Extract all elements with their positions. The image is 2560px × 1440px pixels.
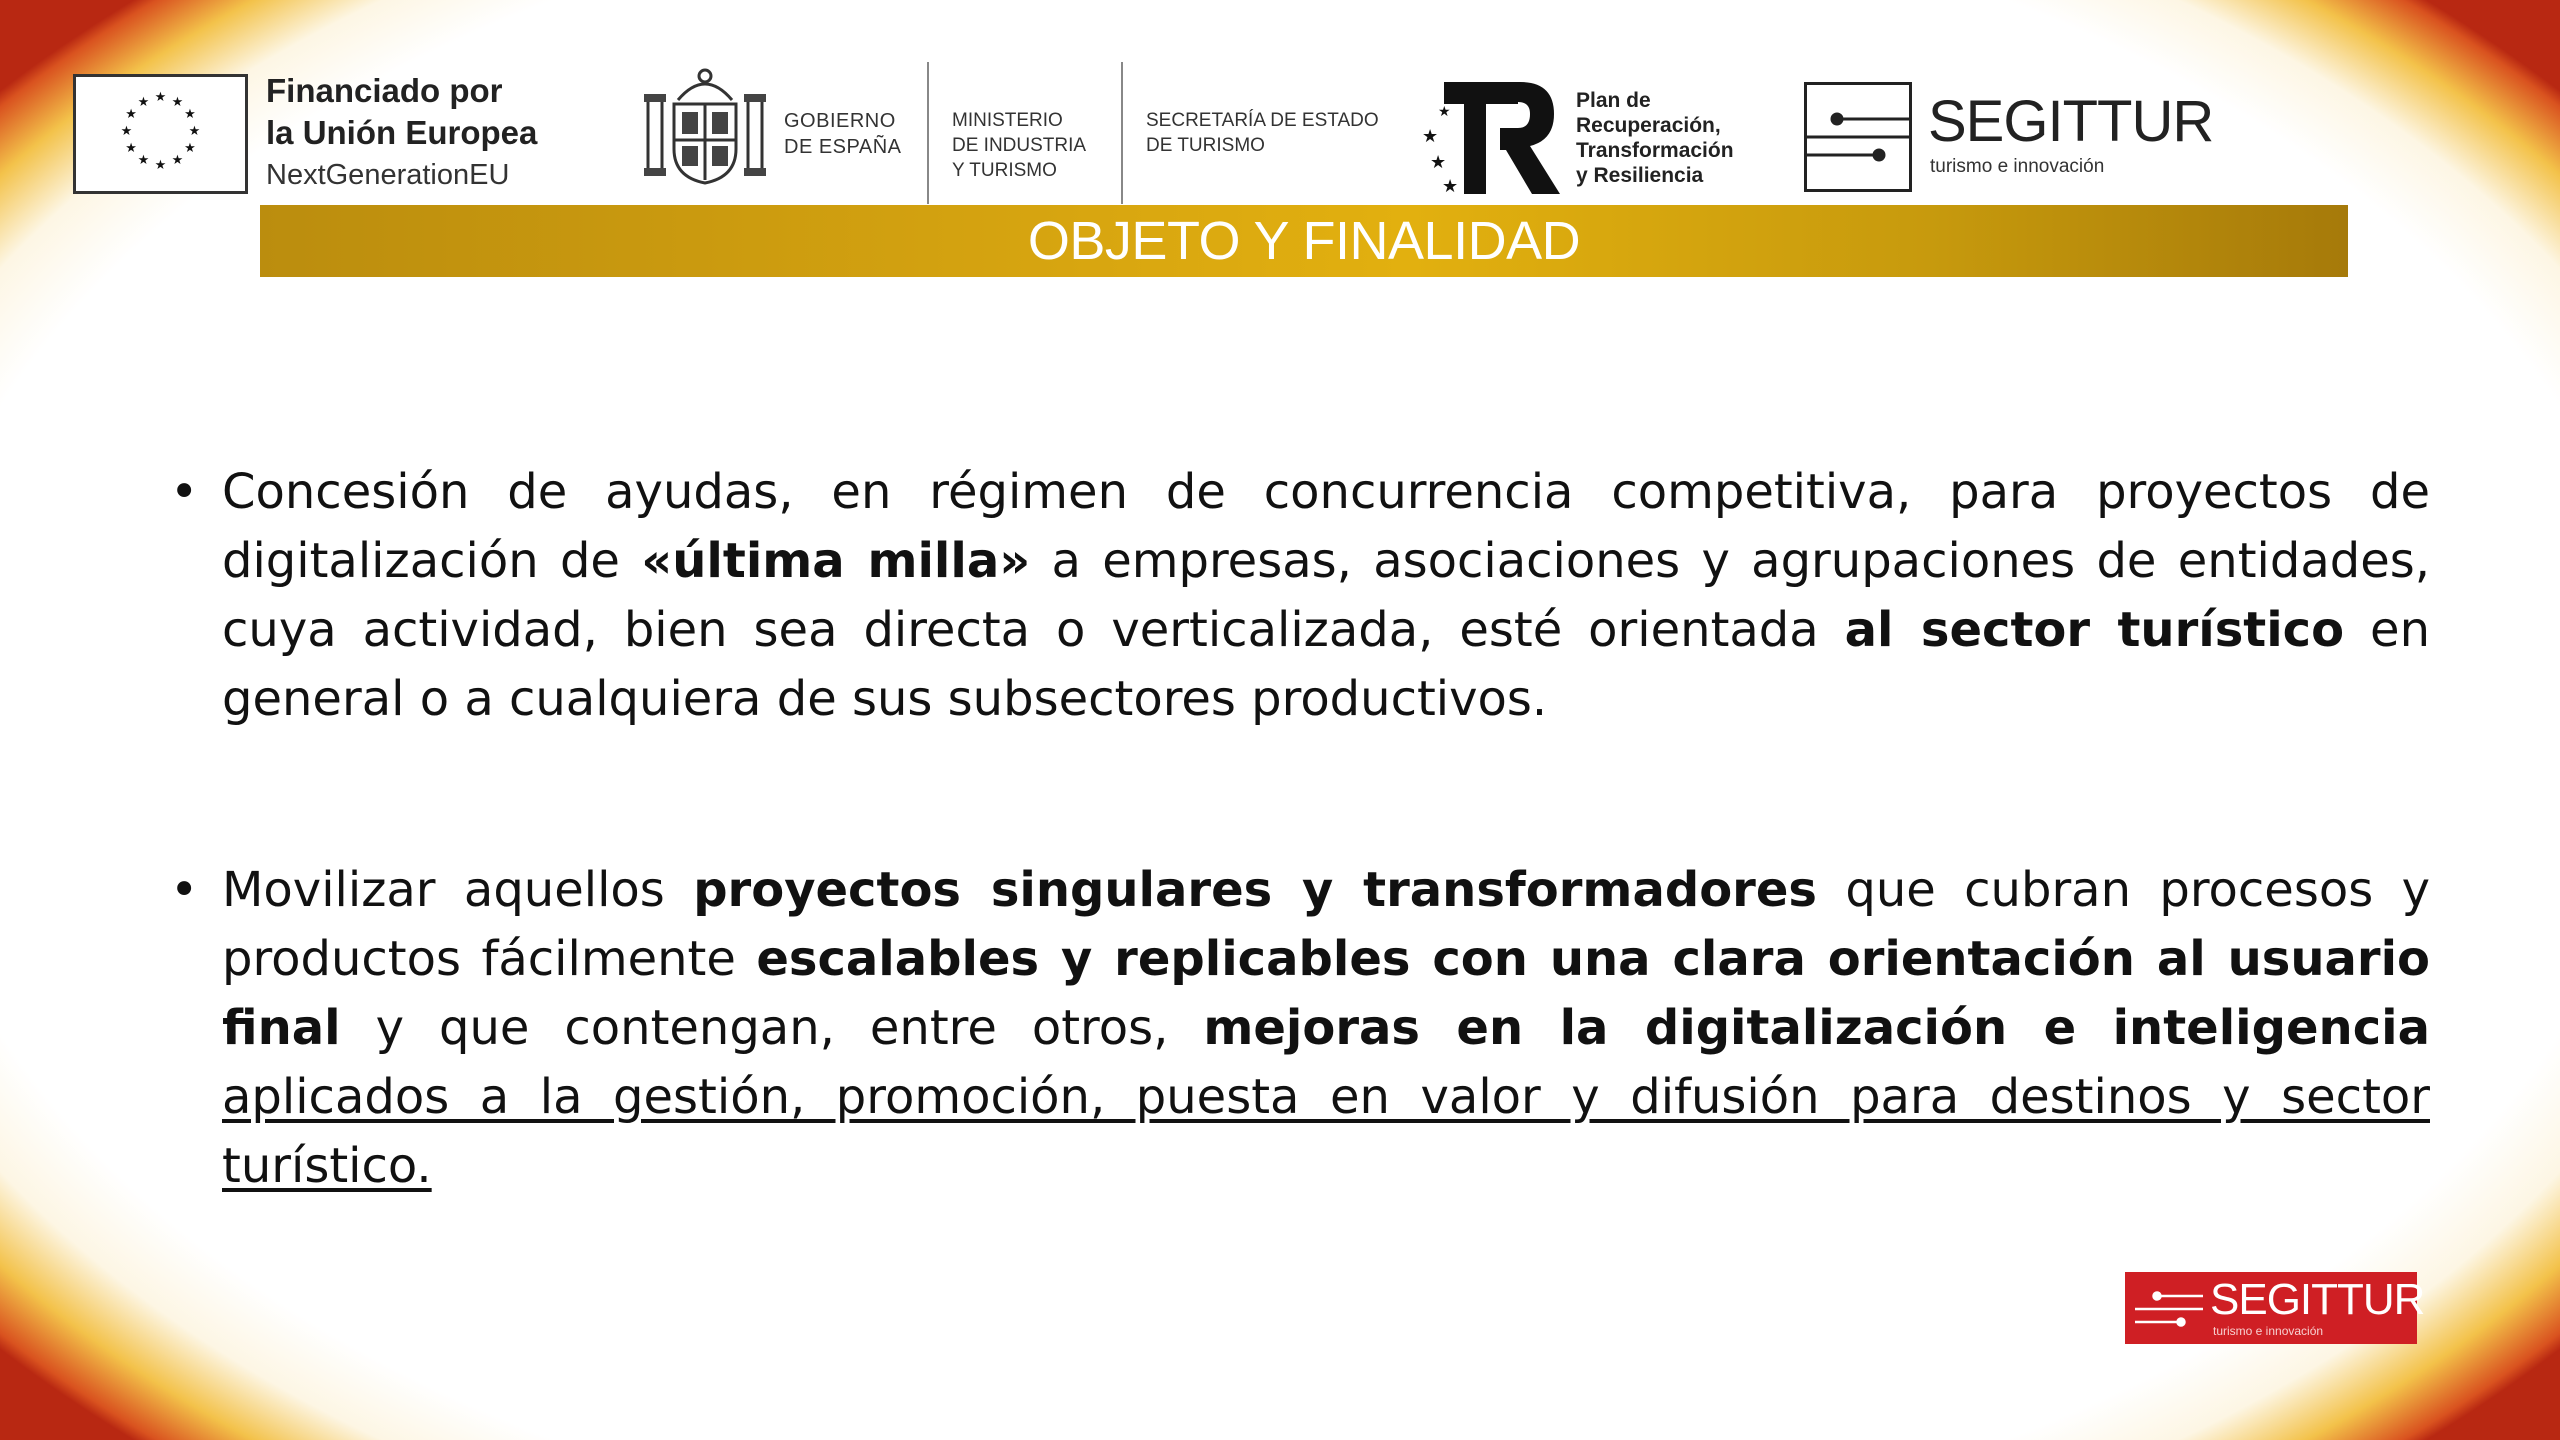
bullet-item — [170, 856, 2430, 1201]
prtr-logo-icon — [1420, 74, 1560, 199]
svg-text:★: ★ — [1422, 126, 1439, 147]
eu-star-icon: ★ — [171, 153, 184, 169]
bullet-item — [170, 458, 2430, 734]
bullet-text-segment: Movilizar aquellos — [222, 862, 694, 918]
eu-star-icon: ★ — [184, 107, 196, 122]
bullet-text-segment: escalables y replicables con una clara orientación al usuario final — [222, 931, 2430, 1056]
eu-star-icon: ★ — [120, 124, 133, 139]
svg-text:★: ★ — [1430, 152, 1447, 173]
bullet-list — [170, 458, 2430, 1201]
plan-line-1: Plan de — [1576, 89, 1651, 112]
eu-line-3: NextGenerationEU — [266, 159, 510, 191]
eu-star-icon: ★ — [154, 90, 167, 105]
eu-line-2: la Unión Europea — [266, 114, 538, 151]
bullet-text-segment: y que contengan, entre otros, — [340, 1000, 1204, 1056]
bullet-text-segment: proyectos singulares y transformadores — [693, 862, 1817, 918]
bullet-text-segment: aplicados a la gestión, promoción, puesta en valor y difusión para destinos y sector turístico. — [222, 1069, 2430, 1194]
segittur-tagline: turismo e innovación — [1930, 156, 2105, 177]
eu-flag-icon — [73, 74, 248, 194]
secretaria-text — [1146, 108, 1379, 158]
segittur-footer-mark-icon — [2135, 1286, 2203, 1332]
segittur-footer-logo — [2125, 1272, 2425, 1344]
divider — [927, 62, 929, 204]
eu-line-1: Financiado por — [266, 72, 503, 109]
footer-logo-name: SEGITTUR — [2210, 1275, 2425, 1324]
eu-star-icon: ★ — [125, 141, 137, 156]
eu-star-icon: ★ — [137, 153, 150, 169]
gobierno-line-2: DE ESPAÑA — [784, 136, 902, 158]
bullet-text-segment: que cubran procesos y productos fácilmente — [222, 862, 2430, 987]
plan-line-2: Recuperación, — [1576, 114, 1721, 137]
plan-recuperacion-text — [1576, 88, 1734, 188]
eu-star-icon: ★ — [154, 158, 167, 173]
ministerio-line-1: MINISTERIO — [952, 110, 1063, 131]
segittur-name: SEGITTUR — [1928, 89, 2214, 154]
ministerio-text — [952, 108, 1086, 183]
eu-star-icon: ★ — [137, 94, 150, 110]
title-bar — [260, 205, 2348, 277]
bullet-text-segment: mejoras en la digitalización e inteligencia — [1203, 1000, 2430, 1056]
bullet-text-segment: al sector turístico — [1844, 602, 2345, 658]
gobierno-text — [784, 108, 902, 160]
segittur-mark-icon — [1804, 82, 1912, 192]
divider — [1121, 62, 1123, 204]
eu-star-icon: ★ — [188, 124, 201, 139]
ministerio-line-2: DE INDUSTRIA — [952, 135, 1087, 156]
svg-text:★: ★ — [1442, 176, 1459, 197]
eu-star-icon: ★ — [184, 141, 196, 156]
eu-funding-text — [266, 70, 537, 196]
svg-text:★: ★ — [1438, 104, 1451, 120]
plan-line-3: Transformación — [1576, 139, 1734, 162]
eu-star-icon: ★ — [125, 107, 137, 122]
secretaria-line-2: DE TURISMO — [1146, 135, 1265, 156]
plan-line-4: y Resiliencia — [1576, 164, 1704, 187]
bullet-text-segment: en general o a cualquiera de sus subsectores productivos. — [222, 602, 2431, 727]
bullet-text-segment: Concesión de ayudas, en régimen de concurrencia competitiva, para proyectos de digitalización de — [222, 464, 2430, 589]
bullet-text-segment: a empresas, asociaciones y agrupaciones de entidades, cuya actividad, bien sea directa o verticalizada, esté orientada — [222, 533, 2431, 658]
page-title: OBJETO Y FINALIDAD — [1027, 211, 1581, 271]
gobierno-line-1: GOBIERNO — [784, 110, 896, 132]
eu-star-icon: ★ — [171, 94, 184, 110]
footer-logo-tagline: turismo e innovación — [2213, 1324, 2324, 1338]
spain-coat-of-arms-icon — [640, 60, 770, 195]
bullet-text-segment: «última milla» — [641, 533, 1031, 589]
secretaria-line-1: SECRETARÍA DE ESTADO — [1146, 110, 1379, 131]
ministerio-line-3: Y TURISMO — [952, 160, 1057, 181]
